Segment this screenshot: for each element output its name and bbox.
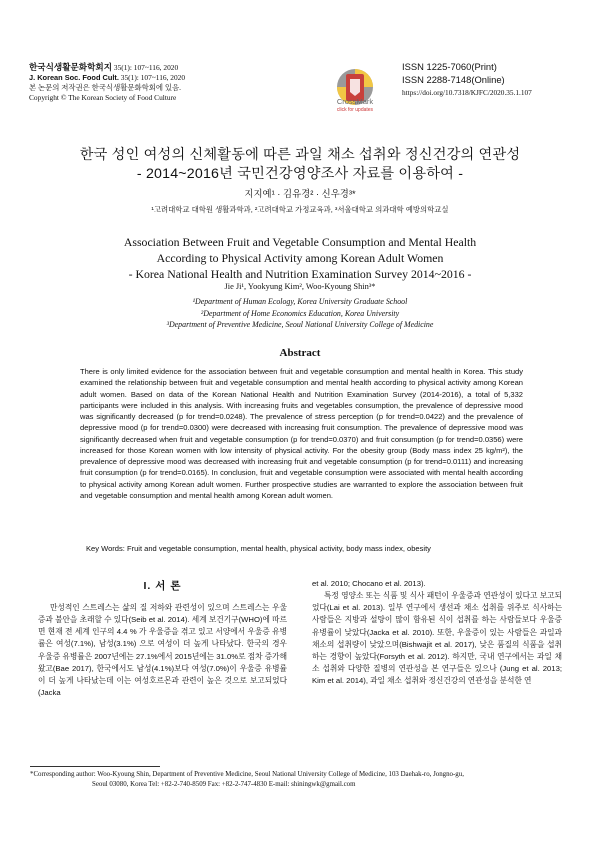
body-paragraph: 특정 영양소 또는 식품 및 식사 패턴이 우울증과 연관성이 있다고 보고되었다(Lai et al. 2013). 일부 연구에서 생선과 채소 섭취를 위주로 식사하는 사람들은 지방과 설탕이 많이 함유된 식이 섭취를 하는 사람들보다 우울증 유병률이 낮았다(Jacka et al. 2010). 또한, 우울증이 있는 사람들은 과일과 채소의 섭취량이 낮았으며(Bishwajit et al. 2017), 낮은 품질의 식품을 섭취하는 경향이 높았다(Forsyth et al. 2012). 하지만, 국내 연구에서는 과일 채소 섭취와 다양한 질병의 연관성을 본 연구들은 있으나 (Jung et al. 2013; Kim et al. 2014), 과일 채소 섭취와 정신건강의 연관성을 분석한 연 bbox=[312, 591, 562, 686]
journal-name-ko: 한국식생활문화학회지 bbox=[29, 62, 113, 72]
body-column-right bbox=[312, 578, 562, 687]
authors-en: Jie Ji¹, Yookyung Kim², Woo-Kyoung Shin³* bbox=[224, 282, 376, 291]
affiliations-en bbox=[40, 296, 560, 331]
affiliation-en-3: ³Department of Preventive Medicine, Seoul National University College of Medicine bbox=[166, 320, 434, 329]
body-paragraph: 만성적인 스트레스는 삶의 질 저하와 관련성이 있으며 스트레스는 우울증과 불안을 초래할 수 있다(Seib et al. 2014). 세계 보건기구(WHO)에 따르면 현재 전 세계 인구의 4.4 % 가 우울증을 겪고 있고 서양에서 우울증 유병률은 여성(7.1%), 남성(3.1%) 으로 여성이 더 높게 나타났다. 한국의 경우 우울증 유병률은 2007년에는 27.1%에서 2015년에는 31.0%로 점차 증가해 왔고(Bae 2017), 한국에서도 남성(4.1%)보다 여성(7.0%)이 우울증 유병률이 더 높게 나타났는데 이는 여성호르몬과 관련이 높은 것으로 보고되었다(Jacka bbox=[38, 603, 287, 698]
copyright-en: Copyright © The Korean Society of Food Culture bbox=[29, 93, 177, 102]
corresponding-author-footnote bbox=[30, 770, 575, 789]
title-ko-line2: - 2014~2016년 국민건강영양조사 자료를 이용하여 - bbox=[136, 166, 464, 182]
footnote-divider bbox=[30, 766, 160, 767]
title-en-line1: Association Between Fruit and Vegetable Consumption and Mental Health bbox=[123, 235, 477, 249]
title-en-line3: - Korea National Health and Nutrition Examination Survey 2014~2016 - bbox=[128, 267, 472, 281]
journal-header-right bbox=[402, 60, 592, 99]
article-title-ko bbox=[30, 146, 570, 184]
section-heading: I. 서 론 bbox=[143, 580, 182, 592]
crossmark-caption[interactable] bbox=[325, 98, 385, 114]
article-title-en bbox=[40, 234, 560, 282]
footnote-line1: *Corresponding author: Woo-Kyoung Shin, Department of Preventive Medicine, Seoul National University College of Medicine, 103 Daehak-ro, Jongno-gu, bbox=[30, 771, 464, 778]
journal-volume-en: 35(1): 107~116, 2020 bbox=[118, 73, 186, 82]
doi-link[interactable]: https://doi.org/10.7318/KJFC/2020.35.1.107 bbox=[402, 88, 532, 97]
crossmark-label: CrossMark bbox=[336, 97, 374, 106]
abstract-heading: Abstract bbox=[279, 347, 321, 359]
affiliation-en-2: ²Department of Home Economics Education, Korea University bbox=[200, 308, 400, 318]
affiliations-ko: ¹고려대학교 대학원 생활과학과, ²고려대학교 가정교육과, ³서울대학교 의과대학 예방의학교실 bbox=[151, 205, 449, 214]
journal-header-left bbox=[29, 62, 319, 103]
issn-online: ISSN 2288-7148(Online) bbox=[402, 74, 505, 85]
journal-name-en: J. Korean Soc. Food Cult. bbox=[29, 73, 119, 82]
authors-ko: 지지예¹ · 김유경² · 신우경³* bbox=[244, 188, 356, 199]
crossmark-sublabel: click for updates bbox=[336, 107, 374, 113]
keywords: Key Words: Fruit and vegetable consumption, mental health, physical activity, body mass index, obesity bbox=[86, 544, 431, 553]
body-column-left bbox=[38, 602, 287, 699]
abstract-text: There is only limited evidence for the association between fruit and vegetable consumption and mental health in Korea. This study examined the relationship between fruit and vegetable consumption and mental health according to physical activity among Korean adult women. Based on data of the Korean National Health and Nutrition Examination Survey (2014-2016), a total of 5,332 participants were included in this analysis. With increasing fruits and vegetables consumption, the prevalence of depressive mood was significantly decreased (p for trend=0.0248). The prevalence of stress perception (p for trend=0.0422) and the prevalence of depressive mood (p for trend=0.0300) were decreased with increasing fruit consumption. The prevalence of depressive mood was significantly decreased when fruit and vegetable consumption (p for trend=0.0370) and fruit consumption (p for trend=0.0356) were increased for those Korean women with low intensity of physical activity. For the obesity group (Body mass index 25 kg/m²), the prevalence of depressive mood was decreased with increasing fruit and vegetable consumption (p for trend=0.0111) and increasing fruit consumption (p for trend=0.0165). In conclusion, fruit and vegetable consumption were associated with mental health according to physical activity among Korean adult women. Further prospective studies are warranted to explore the association between fruit and vegetable consumption and mental health among Korean adult women. bbox=[80, 367, 523, 500]
title-ko-line1: 한국 성인 여성의 신체활동에 따른 과일 채소 섭취와 정신건강의 연관성 bbox=[79, 147, 521, 163]
copyright-ko: 본 논문의 저작권은 한국식생활문화학회에 있음. bbox=[29, 83, 182, 92]
affiliation-en-1: ¹Department of Human Ecology, Korea University Graduate School bbox=[192, 297, 408, 306]
journal-volume-ko: 35(1): 107~116, 2020 bbox=[112, 63, 179, 72]
body-paragraph-continued: et al. 2010; Chocano et al. 2013). bbox=[312, 579, 426, 588]
title-en-line2: According to Physical Activity among Korean Adult Women bbox=[156, 251, 444, 265]
footnote-line2: Seoul 03080, Korea Tel: +82-2-740-8509 Fax: +82-2-747-4830 E-mail: shiningwk@gmail.com bbox=[92, 780, 356, 788]
issn-print: ISSN 1225-7060(Print) bbox=[402, 61, 497, 72]
